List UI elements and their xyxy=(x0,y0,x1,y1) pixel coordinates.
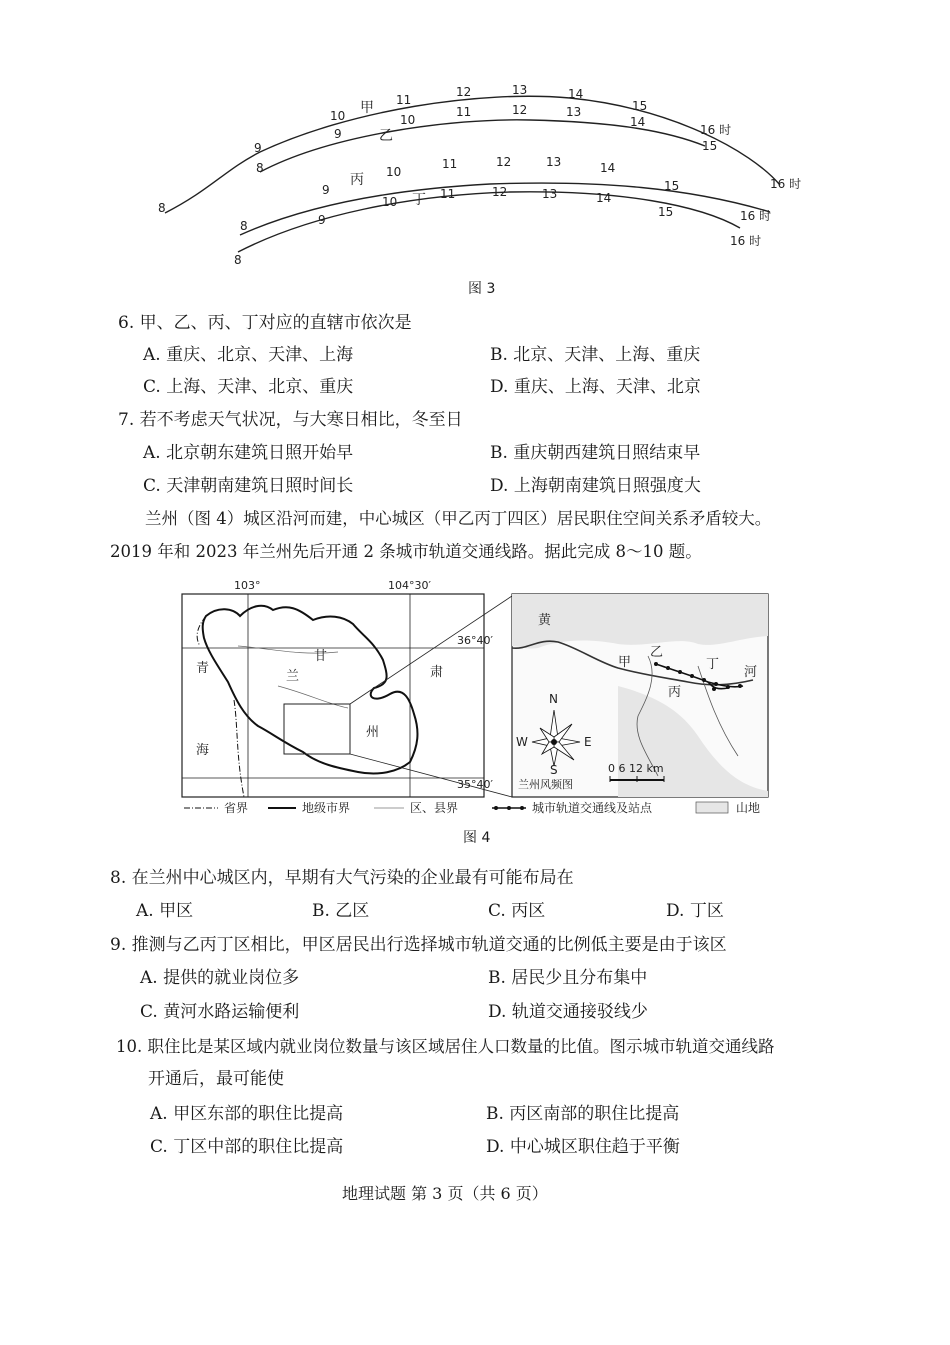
bing-hour-11: 11 xyxy=(442,157,458,171)
map-legend xyxy=(184,800,760,815)
jia-hour-15: 15 xyxy=(632,99,648,113)
figure-3-sun-path-diagram xyxy=(150,80,810,270)
q6-option-d[interactable]: D. 重庆、上海、天津、北京 xyxy=(490,377,701,397)
q6-stem: 6. 甲、乙、丙、丁对应的直辖市依次是 xyxy=(118,313,412,333)
yi-hour-10: 10 xyxy=(400,113,416,127)
curve-label-yi: 乙 xyxy=(379,128,393,144)
jia-hour-16: 16 时 xyxy=(770,177,802,191)
jia-hour-8: 8 xyxy=(158,201,166,215)
legend-county: 区、县界 xyxy=(410,801,459,815)
q9-option-a[interactable]: A. 提供的就业岗位多 xyxy=(140,968,300,988)
legend-province: 省界 xyxy=(224,801,249,815)
yi-hour-15: 15 xyxy=(702,139,718,153)
q8-option-b[interactable]: B. 乙区 xyxy=(312,901,370,921)
figure-4-caption: 图 4 xyxy=(463,830,491,846)
ding-hour-15: 15 xyxy=(658,205,674,219)
jia-hour-10: 10 xyxy=(330,109,346,123)
label-huang: 黄 xyxy=(538,613,552,628)
wind-rose-label: 兰州风频图 xyxy=(518,778,573,791)
q10-option-c[interactable]: C. 丁区中部的职住比提高 xyxy=(150,1137,344,1157)
q6-option-b[interactable]: B. 北京、天津、上海、重庆 xyxy=(490,345,701,365)
label-yi: 乙 xyxy=(650,645,664,660)
yi-hour-14: 14 xyxy=(630,115,646,129)
lat-36-40-label: 36°40′ xyxy=(457,634,493,647)
curve-label-jia: 甲 xyxy=(360,100,374,116)
ding-hour-8: 8 xyxy=(234,253,242,267)
label-he: 河 xyxy=(744,665,758,680)
q8-option-d[interactable]: D. 丁区 xyxy=(666,901,724,921)
q9-stem: 9. 推测与乙丙丁区相比，甲区居民出行选择城市轨道交通的比例低主要是由于该区 xyxy=(110,935,727,955)
label-lan: 兰 xyxy=(286,669,300,684)
compass-n: N xyxy=(549,692,558,706)
q9-option-c[interactable]: C. 黄河水路运输便利 xyxy=(140,1002,300,1022)
compass-w: W xyxy=(516,735,528,749)
curve-label-bing: 丙 xyxy=(350,172,364,188)
intro-line-2: 2019 年和 2023 年兰州先后开通 2 条城市轨道交通线路。据此完成 8～10 题。 xyxy=(110,542,702,561)
yi-hour-9: 9 xyxy=(334,127,342,141)
legend-mountain: 山地 xyxy=(736,801,761,815)
yi-hour-13: 13 xyxy=(566,105,582,119)
q7-option-c[interactable]: C. 天津朝南建筑日照时间长 xyxy=(143,476,354,496)
yi-hour-16: 16 时 xyxy=(700,123,732,137)
q8-stem: 8. 在兰州中心城区内，早期有大气污染的企业最有可能布局在 xyxy=(110,868,574,888)
compass-s: S xyxy=(550,763,558,777)
q10-stem-line-2: 开通后，最可能使 xyxy=(148,1069,284,1089)
ding-hour-13: 13 xyxy=(542,187,558,201)
bing-hour-14: 14 xyxy=(600,161,616,175)
q7-option-a[interactable]: A. 北京朝东建筑日照开始早 xyxy=(143,443,354,463)
ding-hour-12: 12 xyxy=(492,185,508,199)
q10-option-d[interactable]: D. 中心城区职住趋于平衡 xyxy=(486,1137,680,1157)
ding-hour-10: 10 xyxy=(382,195,398,209)
ding-hour-9: 9 xyxy=(318,213,326,227)
intro-line-1: 兰州（图 4）城区沿河而建，中心城区（甲乙丙丁四区）居民职住空间关系矛盾较大。 xyxy=(145,509,772,528)
q10-option-a[interactable]: A. 甲区东部的职住比提高 xyxy=(150,1104,344,1124)
lat-35-40-label: 35°40′ xyxy=(457,778,493,791)
curve-label-ding: 丁 xyxy=(412,192,426,208)
ding-hour-11: 11 xyxy=(440,187,456,201)
yi-hour-12: 12 xyxy=(512,103,528,117)
scale-bar-label: 0 6 12 km xyxy=(608,762,664,775)
bing-hour-12: 12 xyxy=(496,155,512,169)
curve-ding xyxy=(238,192,740,252)
jia-hour-12: 12 xyxy=(456,85,472,99)
label-jia: 甲 xyxy=(618,655,632,670)
q7-option-b[interactable]: B. 重庆朝西建筑日照结束早 xyxy=(490,443,701,463)
jia-hour-9: 9 xyxy=(254,141,262,155)
bing-hour-13: 13 xyxy=(546,155,562,169)
jia-hour-13: 13 xyxy=(512,83,528,97)
q6-option-c[interactable]: C. 上海、天津、北京、重庆 xyxy=(143,377,354,397)
legend-city: 地级市界 xyxy=(302,801,351,815)
q7-option-d[interactable]: D. 上海朝南建筑日照强度大 xyxy=(490,476,701,496)
figure-4-lanzhou-map xyxy=(178,576,778,816)
ding-hour-14: 14 xyxy=(596,191,612,205)
figure-3-caption: 图 3 xyxy=(468,281,496,297)
q6-option-a[interactable]: A. 重庆、北京、天津、上海 xyxy=(143,345,354,365)
bing-hour-9: 9 xyxy=(322,183,330,197)
bing-hour-10: 10 xyxy=(386,165,402,179)
q8-option-a[interactable]: A. 甲区 xyxy=(136,901,194,921)
yi-hour-8: 8 xyxy=(256,161,264,175)
q8-option-c[interactable]: C. 丙区 xyxy=(488,901,546,921)
label-bing: 丙 xyxy=(668,685,682,700)
q10-option-b[interactable]: B. 丙区南部的职住比提高 xyxy=(486,1104,680,1124)
q9-option-d[interactable]: D. 轨道交通接驳线少 xyxy=(488,1002,648,1022)
legend-rail: 城市轨道交通线及站点 xyxy=(532,801,653,815)
q10-stem-line-1: 10. 职住比是某区域内就业岗位数量与该区域居住人口数量的比值。图示城市轨道交通线路 xyxy=(116,1037,775,1056)
lon-104-30-label: 104°30′ xyxy=(388,579,431,592)
yi-hour-11: 11 xyxy=(456,105,472,119)
label-su: 肃 xyxy=(430,665,444,680)
jia-hour-14: 14 xyxy=(568,87,584,101)
label-gan: 甘 xyxy=(314,649,328,664)
label-hai: 海 xyxy=(196,743,210,758)
q7-stem: 7. 若不考虑天气状况，与大寒日相比，冬至日 xyxy=(118,410,463,430)
bing-hour-16-alt: 16 时 xyxy=(730,234,762,248)
label-zhou: 州 xyxy=(366,725,380,740)
jia-hour-11: 11 xyxy=(396,93,412,107)
bing-hour-15: 15 xyxy=(664,179,680,193)
page-footer: 地理试题 第 3 页（共 6 页） xyxy=(342,1184,548,1203)
label-qing: 青 xyxy=(196,661,210,676)
ding-hour-16: 16 时 xyxy=(740,209,772,223)
label-ding: 丁 xyxy=(706,657,720,672)
bing-hour-8: 8 xyxy=(240,219,248,233)
compass-e: E xyxy=(584,735,592,749)
lon-103-label: 103° xyxy=(234,579,261,592)
q9-option-b[interactable]: B. 居民少且分布集中 xyxy=(488,968,648,988)
